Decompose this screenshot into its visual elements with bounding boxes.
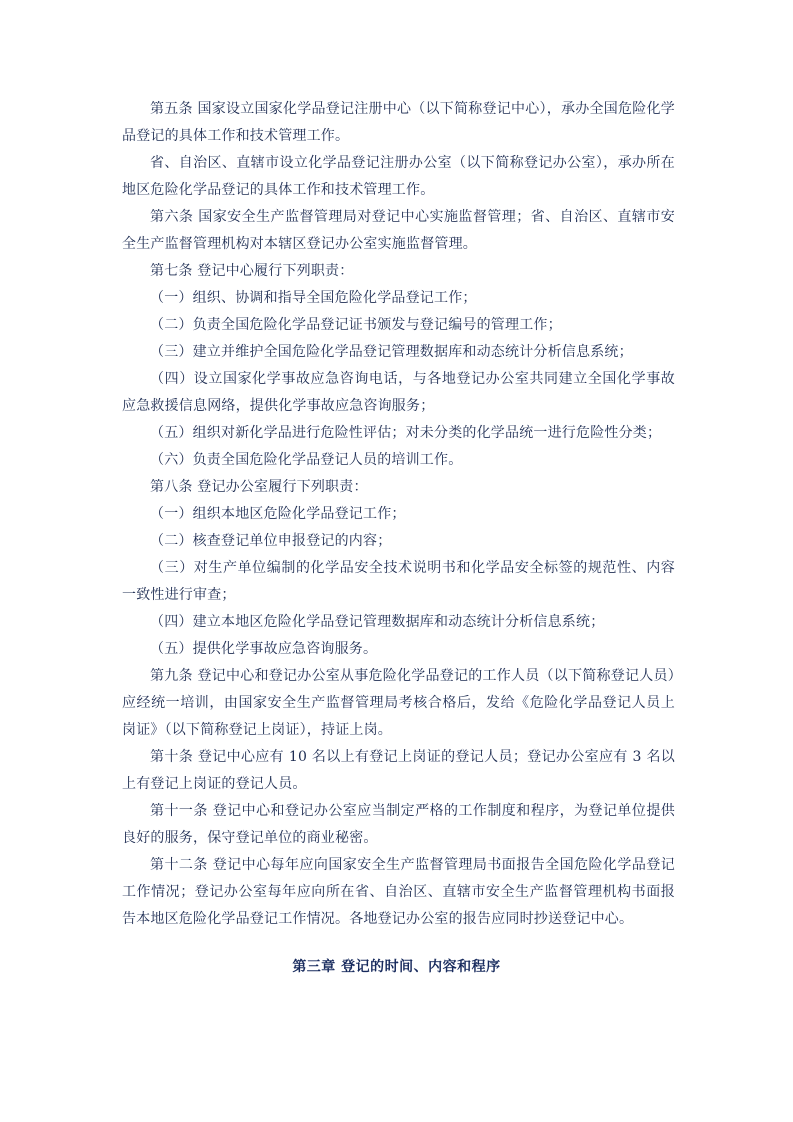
article-8-item-2: （二）核查登记单位申报登记的内容；	[150, 533, 392, 549]
article-6: 第六条 国家安全生产监督管理局对登记中心实施监督管理；省、自治区、直辖市安全生产监督管理机构对本辖区登记办公室实施监督管理。	[122, 209, 675, 252]
body-text	[122, 96, 675, 933]
article-7-item-6: （六）负责全国危险化学品登记人员的培训工作。	[150, 452, 463, 468]
chapter-heading: 第三章 登记的时间、内容和程序	[292, 959, 501, 975]
article-8-item-1: （一）组织本地区危险化学品登记工作；	[150, 506, 406, 522]
article-8-item-5: （五）提供化学事故应急咨询服务。	[150, 641, 378, 657]
article-10: 第十条 登记中心应有 10 名以上有登记上岗证的登记人员；登记办公室应有 3 名以上有登记上岗证的登记人员。	[122, 749, 675, 792]
article-12: 第十二条 登记中心每年应向国家安全生产监督管理局书面报告全国危险化学品登记工作情况；登记办公室每年应向所在省、自治区、直辖市安全生产监督管理机构书面报告本地区危险化学品登记工作情况。各地登记办公室的报告应同时抄送登记中心。	[122, 857, 675, 927]
article-7-item-3: （三）建立并维护全国危险化学品登记管理数据库和动态统计分析信息系统；	[150, 344, 633, 360]
article-7: 第七条 登记中心履行下列职责：	[150, 263, 354, 279]
article-7-item-1: （一）组织、协调和指导全国危险化学品登记工作；	[150, 290, 477, 306]
article-8-item-3: （三）对生产单位编制的化学品安全技术说明书和化学品安全标签的规范性、内容一致性进行审查；	[122, 560, 675, 603]
article-5-paragraph-2: 省、自治区、直辖市设立化学品登记注册办公室（以下简称登记办公室），承办所在地区危险化学品登记的具体工作和技术管理工作。	[122, 155, 675, 198]
article-7-item-5: （五）组织对新化学品进行危险性评估；对未分类的化学品统一进行危险性分类；	[150, 425, 662, 441]
article-9: 第九条 登记中心和登记办公室从事危险化学品登记的工作人员（以下简称登记人员）应经统一培训，由国家安全生产监督管理局考核合格后，发给《危险化学品登记人员上岗证》（以下简称登记上岗证），持证上岗。	[122, 668, 675, 738]
article-8: 第八条 登记办公室履行下列职责：	[150, 479, 368, 495]
article-7-item-2: （二）负责全国危险化学品登记证书颁发与登记编号的管理工作；	[150, 317, 562, 333]
article-11: 第十一条 登记中心和登记办公室应当制定严格的工作制度和程序，为登记单位提供良好的服务，保守登记单位的商业秘密。	[122, 803, 675, 846]
article-8-item-4: （四）建立本地区危险化学品登记管理数据库和动态统计分析信息系统；	[150, 614, 605, 630]
article-5: 第五条 国家设立国家化学品登记注册中心（以下简称登记中心），承办全国危险化学品登记的具体工作和技术管理工作。	[122, 101, 675, 144]
article-7-item-4: （四）设立国家化学事故应急咨询电话，与各地登记办公室共同建立全国化学事故应急救援信息网络，提供化学事故应急咨询服务；	[122, 371, 675, 414]
